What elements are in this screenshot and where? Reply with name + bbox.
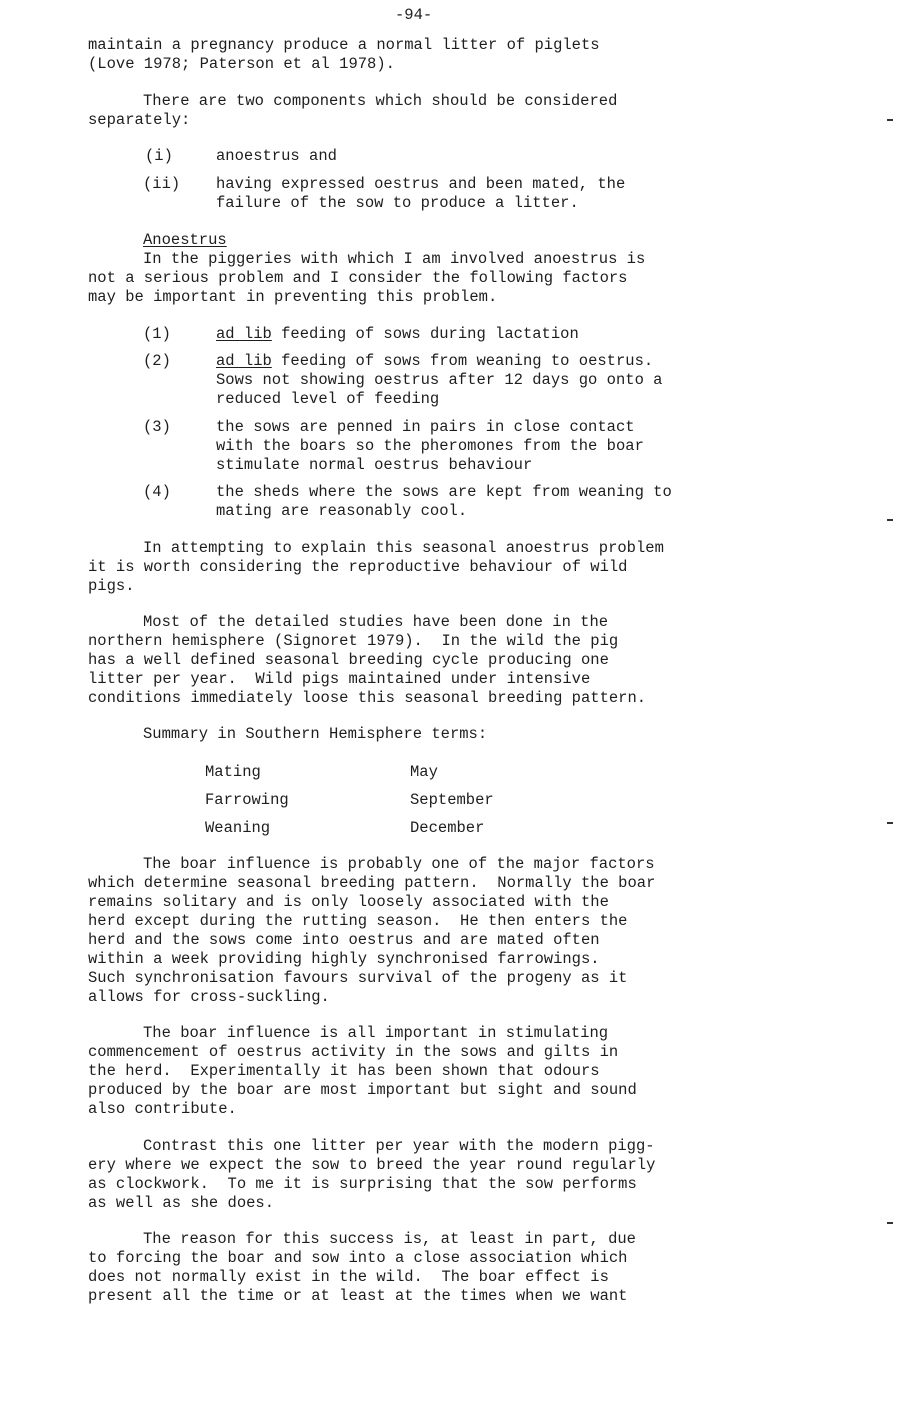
summary-month-3: December	[410, 819, 485, 837]
summary-month-2: September	[410, 791, 494, 809]
factor-text-2-line-1: ad lib feeding of sows from weaning to oestrus.	[216, 352, 654, 370]
boar1-line-3: remains solitary and is only loosely associated with the	[88, 893, 609, 911]
reason-line-4: present all the time or at least at the times when we want	[88, 1287, 628, 1305]
boar1-line-6: within a week providing highly synchronised farrowings.	[88, 950, 600, 968]
reason-line-1: The reason for this success is, at least in part, due	[143, 1230, 636, 1248]
component-text-1: anoestrus and	[216, 147, 337, 165]
anoestrus-line-3: may be important in preventing this problem.	[88, 288, 498, 306]
factor-text-1: ad lib feeding of sows during lactation	[216, 325, 579, 343]
summary-month-1: May	[410, 763, 438, 781]
studies-line-1: Most of the detailed studies have been done in the	[143, 613, 609, 631]
factor-text-3-line-1: the sows are penned in pairs in close contact	[216, 418, 635, 436]
reason-line-3: does not normally exist in the wild. The boar effect is	[88, 1268, 609, 1286]
boar1-line-4: herd except during the rutting season. He then enters the	[88, 912, 628, 930]
contrast-line-2: ery where we expect the sow to breed the year round regularly	[88, 1156, 656, 1174]
boar2-line-4: produced by the boar are most important but sight and sound	[88, 1081, 637, 1099]
studies-line-5: conditions immediately loose this seasonal breeding pattern.	[88, 689, 647, 707]
page-number: -94-	[395, 6, 433, 24]
intro-line-1: maintain a pregnancy produce a normal litter of piglets	[88, 36, 600, 54]
factor-text-3-line-2: with the boars so the pheromones from the boar	[216, 437, 644, 455]
boar1-line-7: Such synchronisation favours survival of the progeny as it	[88, 969, 628, 987]
contrast-line-3: as clockwork. To me it is surprising that the sow performs	[88, 1175, 637, 1193]
contrast-line-1: Contrast this one litter per year with the modern pigg-	[143, 1137, 655, 1155]
components-line-1: There are two components which should be considered	[143, 92, 618, 110]
component-num-1: (i)	[145, 147, 173, 165]
factor-num-3: (3)	[143, 418, 171, 436]
studies-line-3: has a well defined seasonal breeding cycle producing one	[88, 651, 609, 669]
boar1-line-2: which determine seasonal breeding pattern. Normally the boar	[88, 874, 656, 892]
factor-text-3-line-3: stimulate normal oestrus behaviour	[216, 456, 533, 474]
component-text-2-line-2: failure of the sow to produce a litter.	[216, 194, 579, 212]
boar1-line-5: herd and the sows come into oestrus and are mated often	[88, 931, 600, 949]
factor-num-1: (1)	[143, 325, 171, 343]
factor-text-4-line-1: the sheds where the sows are kept from weaning to	[216, 483, 672, 501]
factor-text-4-line-2: mating are reasonably cool.	[216, 502, 468, 520]
seasonal-line-3: pigs.	[88, 577, 135, 595]
section-heading-anoestrus: Anoestrus	[143, 231, 227, 249]
summary-event-3: Weaning	[205, 819, 271, 837]
contrast-line-4: as well as she does.	[88, 1194, 275, 1212]
boar1-line-1: The boar influence is probably one of the major factors	[143, 855, 655, 873]
anoestrus-line-1: In the piggeries with which I am involved anoestrus is	[143, 250, 646, 268]
boar2-line-5: also contribute.	[88, 1100, 237, 1118]
intro-line-2: (Love 1978; Paterson et al 1978).	[88, 55, 395, 73]
seasonal-line-1: In attempting to explain this seasonal anoestrus problem	[143, 539, 664, 557]
summary-event-1: Mating	[205, 763, 261, 781]
boar2-line-2: commencement of oestrus activity in the sows and gilts in	[88, 1043, 619, 1061]
factor-text-2-line-3: reduced level of feeding	[216, 390, 440, 408]
factor-num-2: (2)	[143, 352, 171, 370]
studies-line-4: litter per year. Wild pigs maintained under intensive	[88, 670, 591, 688]
studies-line-2: northern hemisphere (Signoret 1979). In the wild the pig	[88, 632, 619, 650]
seasonal-line-2: it is worth considering the reproductive behaviour of wild	[88, 558, 628, 576]
factor-num-4: (4)	[143, 483, 171, 501]
components-line-2: separately:	[88, 111, 191, 129]
component-text-2-line-1: having expressed oestrus and been mated, the	[216, 175, 626, 193]
margin-mark	[887, 822, 893, 824]
boar2-line-3: the herd. Experimentally it has been shown that odours	[88, 1062, 600, 1080]
factor-text-2-line-2: Sows not showing oestrus after 12 days go onto a	[216, 371, 663, 389]
component-num-2: (ii)	[143, 175, 181, 193]
margin-mark	[887, 119, 893, 121]
anoestrus-line-2: not a serious problem and I consider the following factors	[88, 269, 628, 287]
margin-mark	[887, 519, 893, 521]
summary-event-2: Farrowing	[205, 791, 289, 809]
margin-mark	[887, 1222, 893, 1224]
boar1-line-8: allows for cross-suckling.	[88, 988, 330, 1006]
reason-line-2: to forcing the boar and sow into a close association which	[88, 1249, 628, 1267]
summary-heading: Summary in Southern Hemisphere terms:	[143, 725, 488, 743]
boar2-line-1: The boar influence is all important in stimulating	[143, 1024, 609, 1042]
